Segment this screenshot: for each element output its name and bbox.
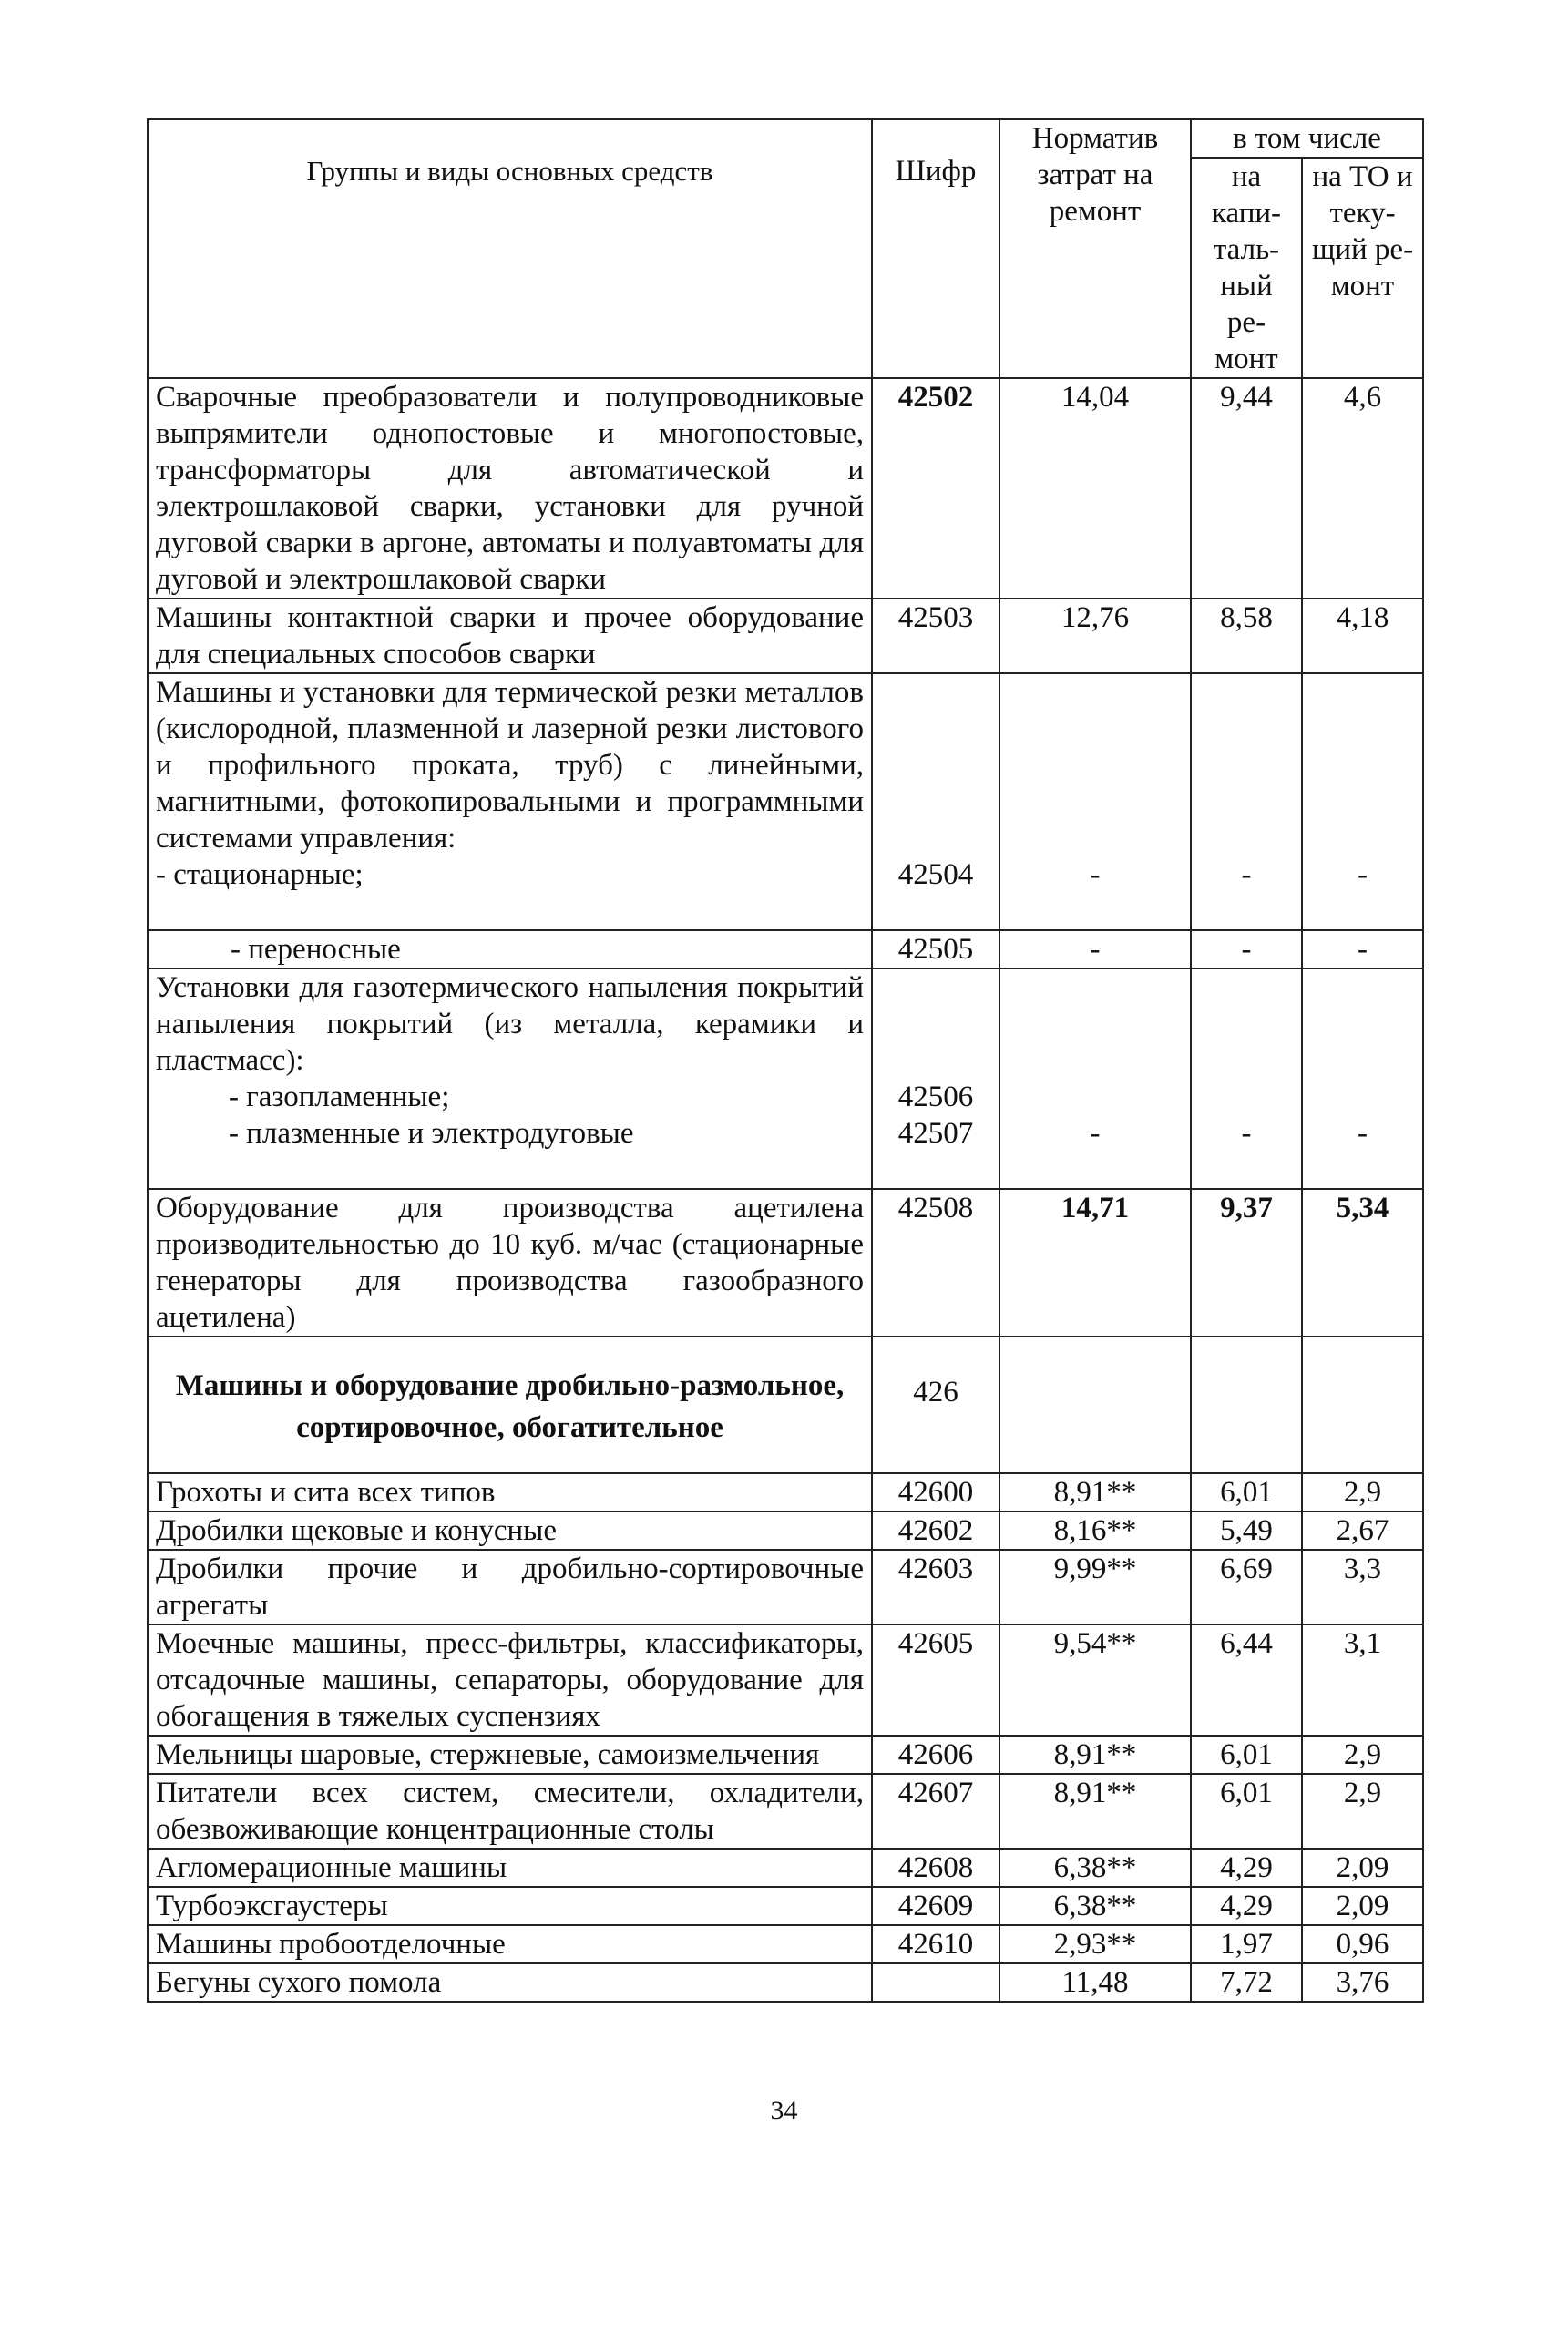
row-name: Дробилки щековые и конусные	[148, 1511, 872, 1550]
row-code: 42606	[872, 1736, 999, 1774]
header-row-1	[148, 119, 1423, 158]
row-current: 2,67	[1302, 1511, 1423, 1550]
row-name-block	[148, 968, 872, 1189]
row-code: 42600	[872, 1473, 999, 1511]
table-row	[148, 673, 1423, 930]
table-row	[148, 1189, 1423, 1337]
row-norm: 9,54**	[999, 1624, 1191, 1736]
row-name: Машины и установки для термической резки металлов (кислородной, плазменной и лазерной резки листового и профильного проката, труб) с линейными, магнитными, фотокопировальными и программными системами управления:	[156, 676, 864, 855]
row-current: 3,3	[1302, 1550, 1423, 1624]
row-capital: 7,72	[1191, 1963, 1302, 2002]
row-current: 2,9	[1302, 1473, 1423, 1511]
row-norm: 14,04	[999, 378, 1191, 599]
row-norm: 8,91**	[999, 1473, 1191, 1511]
row-code: 42609	[872, 1887, 999, 1925]
row-code: 42607	[872, 1774, 999, 1849]
table-row	[148, 1511, 1423, 1550]
header-current: на ТО и теку- щий ре- монт	[1302, 158, 1423, 378]
header-norm: Норматив затрат на ремонт	[999, 119, 1191, 378]
row-name: Бегуны сухого помола	[148, 1963, 872, 2002]
row-norm: 14,71	[999, 1189, 1191, 1337]
row-capital: 1,97	[1191, 1925, 1302, 1963]
row-code: 42605	[872, 1624, 999, 1736]
row-norm: 11,48	[999, 1963, 1191, 2002]
row-name: Сварочные преобразователи и полупроводниковые выпрямители однопостовые и многопостовые, трансформаторы для автоматической и электрошлаковой сварки, установки для ручной дуговой сварки в аргоне, автоматы и полуавтоматы для дуговой и электрошлаковой сварки	[148, 378, 872, 599]
row-capital: 6,01	[1191, 1473, 1302, 1511]
row-capital: 5,49	[1191, 1511, 1302, 1550]
row-norm: -	[999, 930, 1191, 968]
table-row	[148, 1473, 1423, 1511]
row-current: 0,96	[1302, 1925, 1423, 1963]
table-row	[148, 599, 1423, 673]
row-norm: 6,38**	[999, 1849, 1191, 1887]
row-capital: 6,69	[1191, 1550, 1302, 1624]
row-current: -	[1302, 930, 1423, 968]
row-name: Машины пробоотделочные	[148, 1925, 872, 1963]
row-norm: 12,76	[999, 599, 1191, 673]
row-current: 4,6	[1302, 378, 1423, 599]
row-name: Оборудование для производства ацетилена производительностью до 10 куб. м/час (стационарные генераторы для производства газообразного ацетилена)	[148, 1189, 872, 1337]
row-codes	[872, 968, 999, 1189]
table-row	[148, 1550, 1423, 1624]
row-norm: -	[999, 673, 1191, 930]
row-code: 42610	[872, 1925, 999, 1963]
row-name-block	[148, 673, 872, 930]
row-sub: - стационарные;	[156, 858, 364, 891]
table-row	[148, 1887, 1423, 1925]
row-norm: 6,38**	[999, 1887, 1191, 1925]
page-number: 34	[770, 2095, 798, 2126]
row-capital: 6,01	[1191, 1774, 1302, 1849]
row-current: -	[1302, 968, 1423, 1189]
row-name: Моечные машины, пресс-фильтры, классификаторы, отсадочные машины, сепараторы, оборудование для обогащения в тяжелых суспензиях	[148, 1624, 872, 1736]
row-name: - переносные	[148, 930, 872, 968]
table-row	[148, 1963, 1423, 2002]
row-code: 42603	[872, 1550, 999, 1624]
row-capital: 8,58	[1191, 599, 1302, 673]
row-name: Питатели всех систем, смесители, охладители, обезвоживающие концентрационные столы	[148, 1774, 872, 1849]
row-code-2: 42507	[897, 1117, 974, 1150]
row-code	[872, 1963, 999, 2002]
row-current: 2,9	[1302, 1736, 1423, 1774]
row-code: 42503	[872, 599, 999, 673]
row-name: Машины контактной сварки и прочее оборудование для специальных способов сварки	[148, 599, 872, 673]
row-capital: -	[1191, 673, 1302, 930]
section-row	[148, 1337, 1423, 1473]
row-current: 4,18	[1302, 599, 1423, 673]
row-code: 42608	[872, 1849, 999, 1887]
header-incl: в том числе	[1191, 119, 1423, 158]
row-capital: 6,01	[1191, 1736, 1302, 1774]
table-row	[148, 930, 1423, 968]
row-capital: 9,37	[1191, 1189, 1302, 1337]
row-code: 42504	[872, 673, 999, 930]
table-row	[148, 1849, 1423, 1887]
row-capital: 9,44	[1191, 378, 1302, 599]
row-current: 3,1	[1302, 1624, 1423, 1736]
row-code: 42502	[872, 378, 999, 599]
row-current: 2,09	[1302, 1849, 1423, 1887]
table-row	[148, 1774, 1423, 1849]
header-groups: Группы и виды основных средств	[148, 119, 872, 378]
row-norm: 8,16**	[999, 1511, 1191, 1550]
row-capital: -	[1191, 930, 1302, 968]
row-current: -	[1302, 673, 1423, 930]
row-norm: 9,99**	[999, 1550, 1191, 1624]
row-name: Грохоты и сита всех типов	[148, 1473, 872, 1511]
header-code: Шифр	[872, 119, 999, 378]
row-norm: -	[999, 968, 1191, 1189]
row-capital: 4,29	[1191, 1887, 1302, 1925]
row-sub-1: - газопламенные;	[229, 1081, 450, 1113]
row-capital: -	[1191, 968, 1302, 1189]
row-current: 2,9	[1302, 1774, 1423, 1849]
row-name: Установки для газотермического напыления покрытий напыления покрытий (из металла, керамики и пластмасс):	[156, 971, 864, 1077]
row-name: Мельницы шаровые, стержневые, самоизмельчения	[148, 1736, 872, 1774]
table-row	[148, 968, 1423, 1189]
table-row	[148, 1624, 1423, 1736]
table-row	[148, 378, 1423, 599]
row-name: Турбоэксгаустеры	[148, 1887, 872, 1925]
table-row	[148, 1736, 1423, 1774]
empty-cell	[1191, 1337, 1302, 1473]
row-current: 5,34	[1302, 1189, 1423, 1337]
row-code: 42602	[872, 1511, 999, 1550]
row-norm: 2,93**	[999, 1925, 1191, 1963]
row-sub-2: - плазменные и электродуговые	[229, 1117, 634, 1150]
table-row	[148, 1925, 1423, 1963]
row-current: 2,09	[1302, 1887, 1423, 1925]
row-capital: 6,44	[1191, 1624, 1302, 1736]
header-capital: на капи- таль- ный ре- монт	[1191, 158, 1302, 378]
row-capital: 4,29	[1191, 1849, 1302, 1887]
row-code: 42505	[872, 930, 999, 968]
row-name: Агломерационные машины	[148, 1849, 872, 1887]
norms-table	[147, 118, 1424, 2003]
row-code-1: 42506	[897, 1081, 974, 1113]
empty-cell	[999, 1337, 1191, 1473]
row-norm: 8,91**	[999, 1774, 1191, 1849]
row-name: Дробилки прочие и дробильно-сортировочные агрегаты	[148, 1550, 872, 1624]
section-code: 426	[872, 1337, 999, 1473]
row-norm: 8,91**	[999, 1736, 1191, 1774]
section-title: Машины и оборудование дробильно-размольное, сортировочное, обогатительное	[148, 1337, 872, 1473]
empty-cell	[1302, 1337, 1423, 1473]
row-current: 3,76	[1302, 1963, 1423, 2002]
row-code: 42508	[872, 1189, 999, 1337]
